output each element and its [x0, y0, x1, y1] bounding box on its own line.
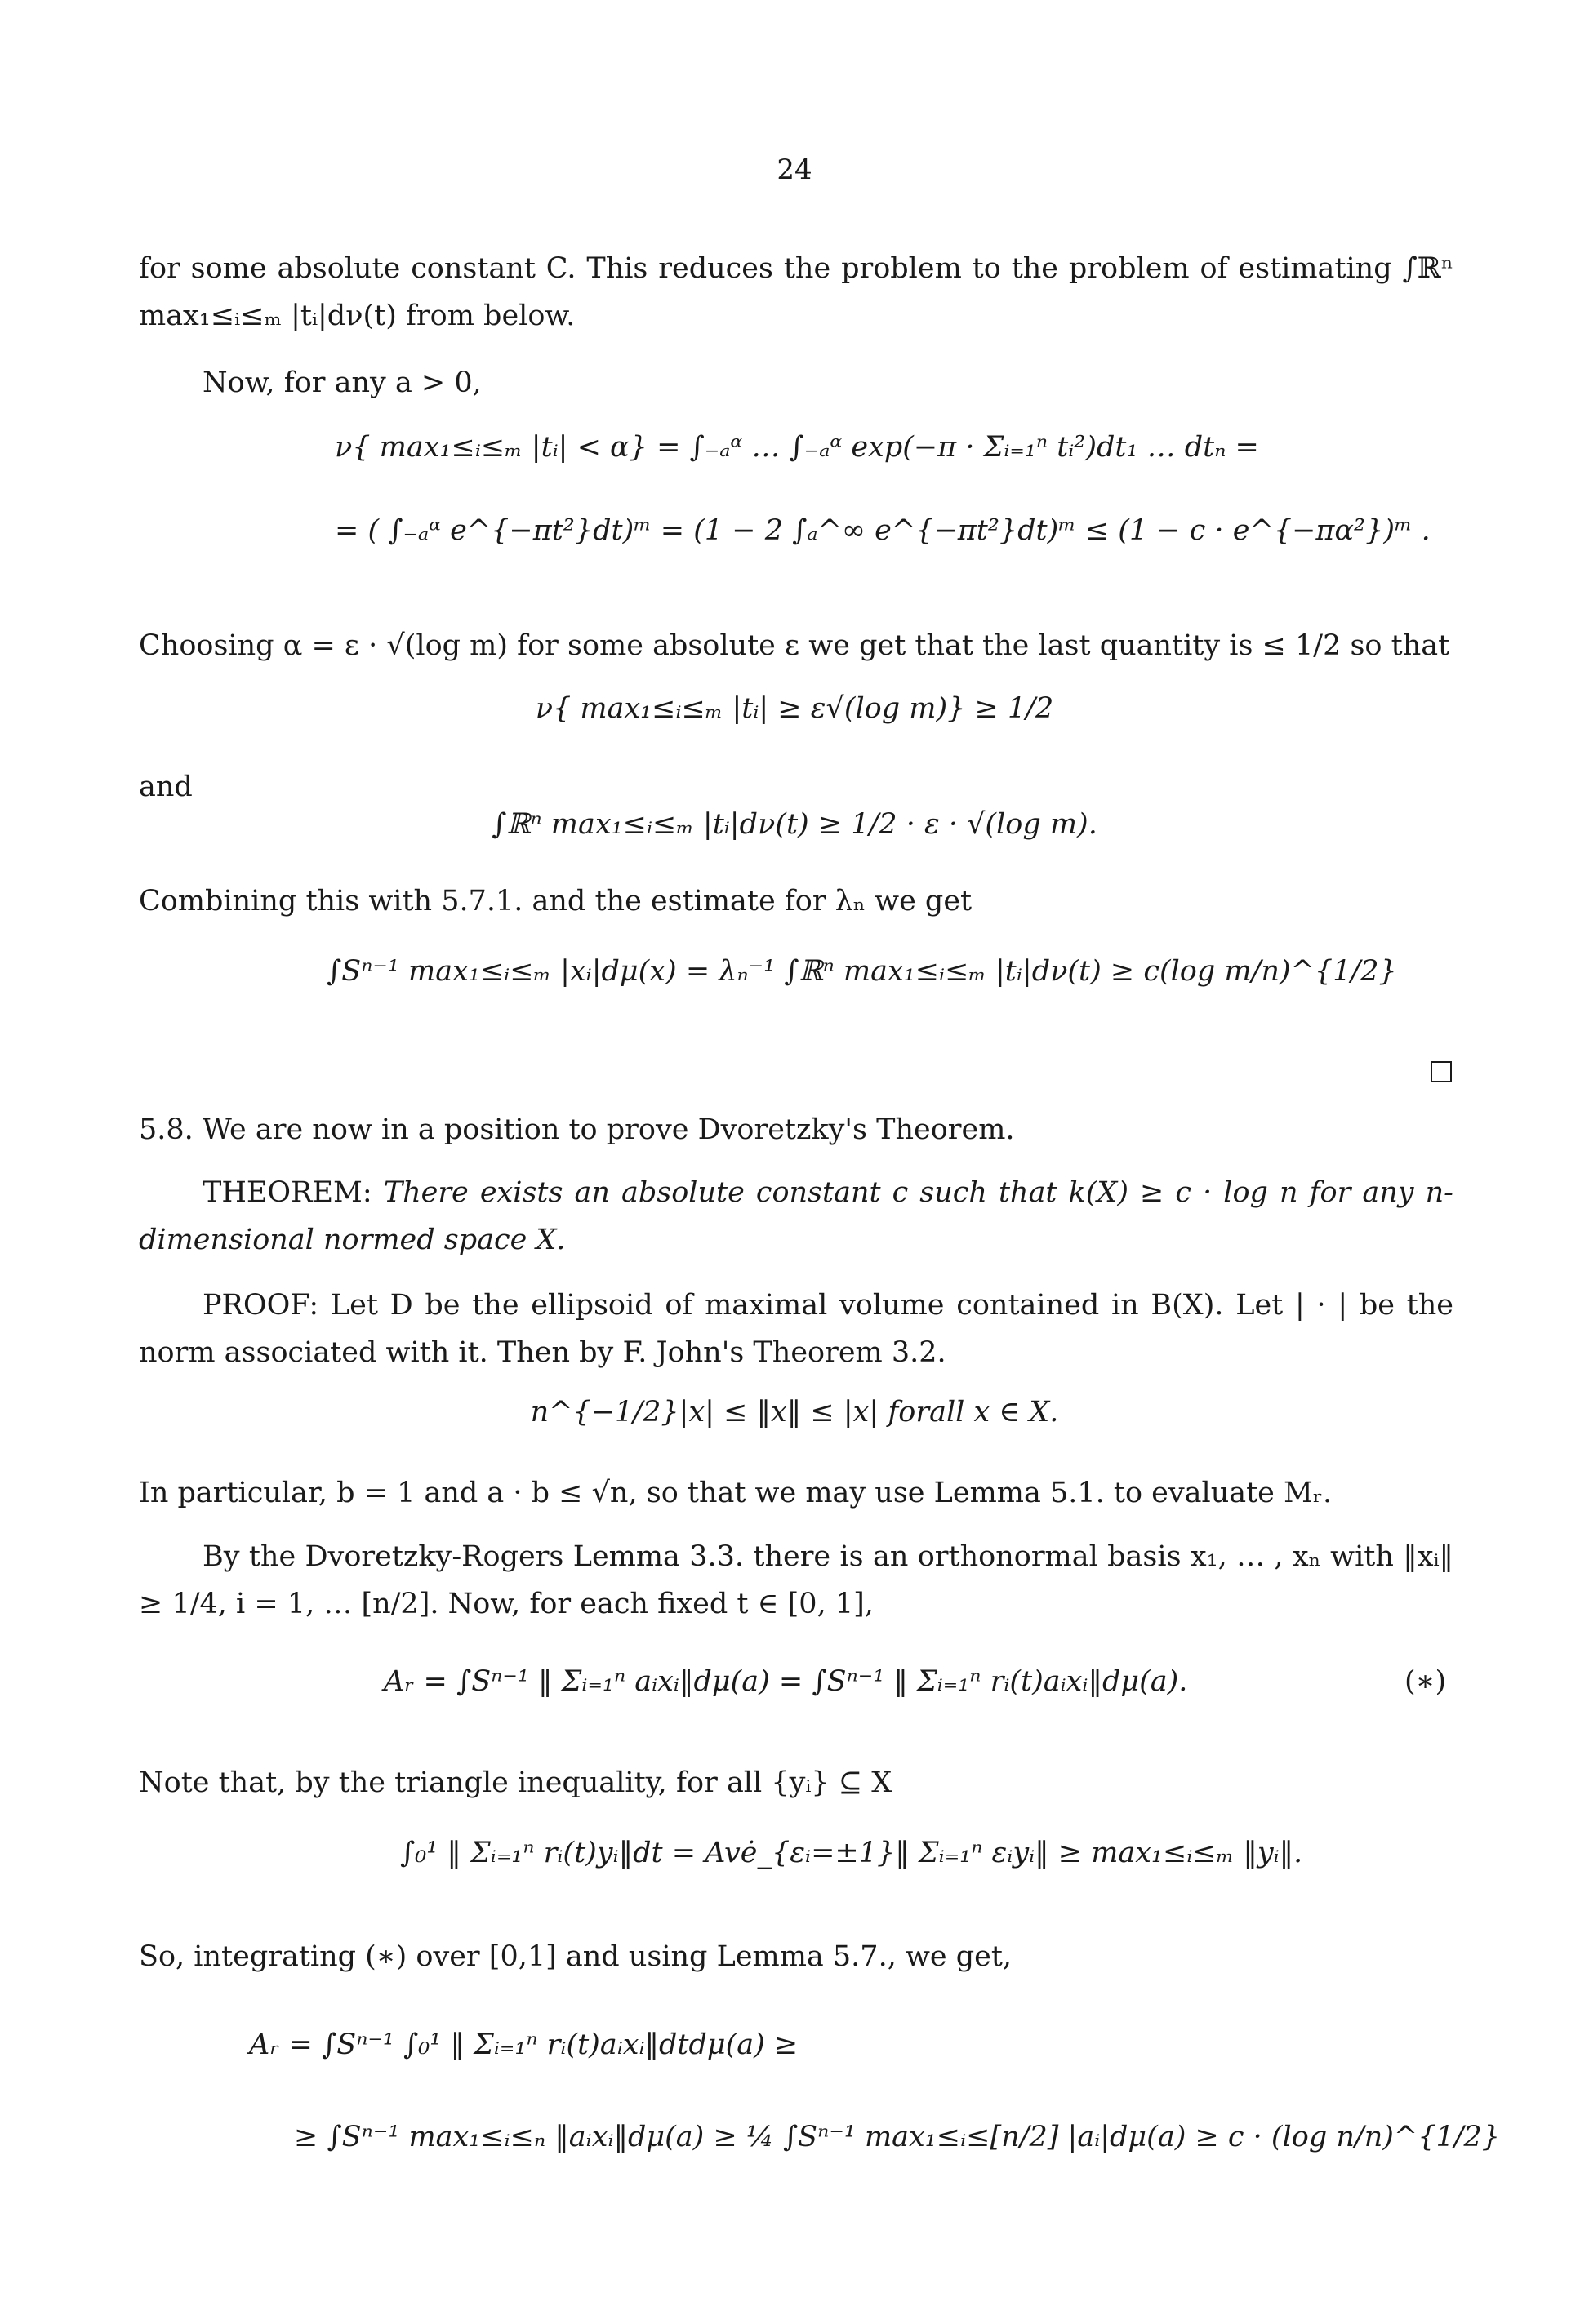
paragraph-choosing-alpha: Choosing α = ε · √(log m) for some absolute ε we get that the last quantity is ≤ 1/2 so that: [139, 629, 1450, 662]
equation-A-r: Aᵣ = ∫Sⁿ⁻¹ ‖ Σᵢ₌₁ⁿ aᵢxᵢ‖dμ(a) = ∫Sⁿ⁻¹ ‖ Σᵢ₌₁ⁿ rᵢ(t)aᵢxᵢ‖dμ(a).: [384, 1665, 1188, 1698]
equation-measure-line-2: = ( ∫₋ₐᵅ e^{−πt²}dt)ᵐ = (1 − 2 ∫ₐ^∞ e^{−πt²}dt)ᵐ ≤ (1 − c · e^{−πα²})ᵐ .: [335, 514, 1431, 547]
equation-integral-bound: ∫ℝⁿ max₁≤ᵢ≤ₘ |tᵢ|dν(t) ≥ 1/2 · ε · √(log m).: [492, 808, 1097, 841]
end-of-proof-box: [1431, 1061, 1452, 1082]
equation-average-bound: ∫₀¹ ‖ Σᵢ₌₁ⁿ rᵢ(t)yᵢ‖dt = Avė_{εᵢ=±1}‖ Σᵢ₌₁ⁿ εᵢyᵢ‖ ≥ max₁≤ᵢ≤ₘ ‖yᵢ‖.: [400, 1837, 1303, 1869]
equation-tag-star: (∗): [1404, 1665, 1447, 1698]
theorem-statement: [139, 1169, 1453, 1264]
equation-measure-line-1: ν{ max₁≤ᵢ≤ₘ |tᵢ| < α} = ∫₋ₐᵅ … ∫₋ₐᵅ exp(−π · Σᵢ₌₁ⁿ tᵢ²)dt₁ … dtₙ =: [335, 431, 1259, 464]
proof-body: Let D be the ellipsoid of maximal volume contained in B(X). Let | · | be the norm associated with it. Then by F. John's Theorem 3.2.: [139, 1289, 1453, 1369]
section-heading-5-8: 5.8. We are now in a position to prove Dvoretzky's Theorem.: [139, 1113, 1015, 1146]
paragraph-dvoretzky-rogers: By the Dvoretzky-Rogers Lemma 3.3. there is an orthonormal basis x₁, … , xₙ with ‖xᵢ‖ ≥ 1/4, i = 1, … [n/2]. Now, for each fixed t ∈ [0, 1],: [139, 1540, 1453, 1620]
equation-probability-bound: ν{ max₁≤ᵢ≤ₘ |tᵢ| ≥ ε√(log m)} ≥ 1/2: [535, 692, 1054, 725]
proof-paragraph: [139, 1282, 1453, 1376]
equation-final-line-2: ≥ ∫Sⁿ⁻¹ max₁≤ᵢ≤ₙ ‖aᵢxᵢ‖dμ(a) ≥ ¼ ∫Sⁿ⁻¹ max₁≤ᵢ≤[n/2] |aᵢ|dμ(a) ≥ c · (log n/n)^{1/2}: [294, 2121, 1501, 2153]
theorem-body: There exists an absolute constant c such that k(X) ≥ c · log n for any n-dimensional normed space X.: [139, 1176, 1453, 1256]
equation-norm-equivalence: n^{−1/2}|x| ≤ ‖x‖ ≤ |x| forall x ∈ X.: [530, 1396, 1059, 1429]
paragraph-and: and: [139, 771, 193, 803]
proof-label: PROOF:: [203, 1289, 319, 1322]
paragraph-triangle-inequality: Note that, by the triangle inequality, for all {yᵢ} ⊆ X: [139, 1766, 892, 1799]
page-number: 24: [777, 153, 812, 186]
paragraph-in-particular: In particular, b = 1 and a · b ≤ √n, so that we may use Lemma 5.1. to evaluate Mᵣ.: [139, 1477, 1333, 1509]
paragraph-combining: Combining this with 5.7.1. and the estimate for λₙ we get: [139, 885, 973, 918]
theorem-label: THEOREM:: [203, 1176, 372, 1209]
paragraph-now-for-any: Now, for any a > 0,: [203, 367, 482, 399]
equation-sphere-integral: ∫Sⁿ⁻¹ max₁≤ᵢ≤ₘ |xᵢ|dμ(x) = λₙ⁻¹ ∫ℝⁿ max₁≤ᵢ≤ₘ |tᵢ|dν(t) ≥ c(log m/n)^{1/2}: [327, 955, 1397, 988]
paragraph-integrating: So, integrating (∗) over [0,1] and using Lemma 5.7., we get,: [139, 1940, 1013, 1973]
equation-final-line-1: Aᵣ = ∫Sⁿ⁻¹ ∫₀¹ ‖ Σᵢ₌₁ⁿ rᵢ(t)aᵢxᵢ‖dtdμ(a) ≥: [249, 2029, 799, 2061]
paragraph-estimate: for some absolute constant C. This reduces the problem to the problem of estimating ∫ℝⁿ max₁≤ᵢ≤ₘ |tᵢ|dν(t) from below.: [139, 252, 1453, 332]
